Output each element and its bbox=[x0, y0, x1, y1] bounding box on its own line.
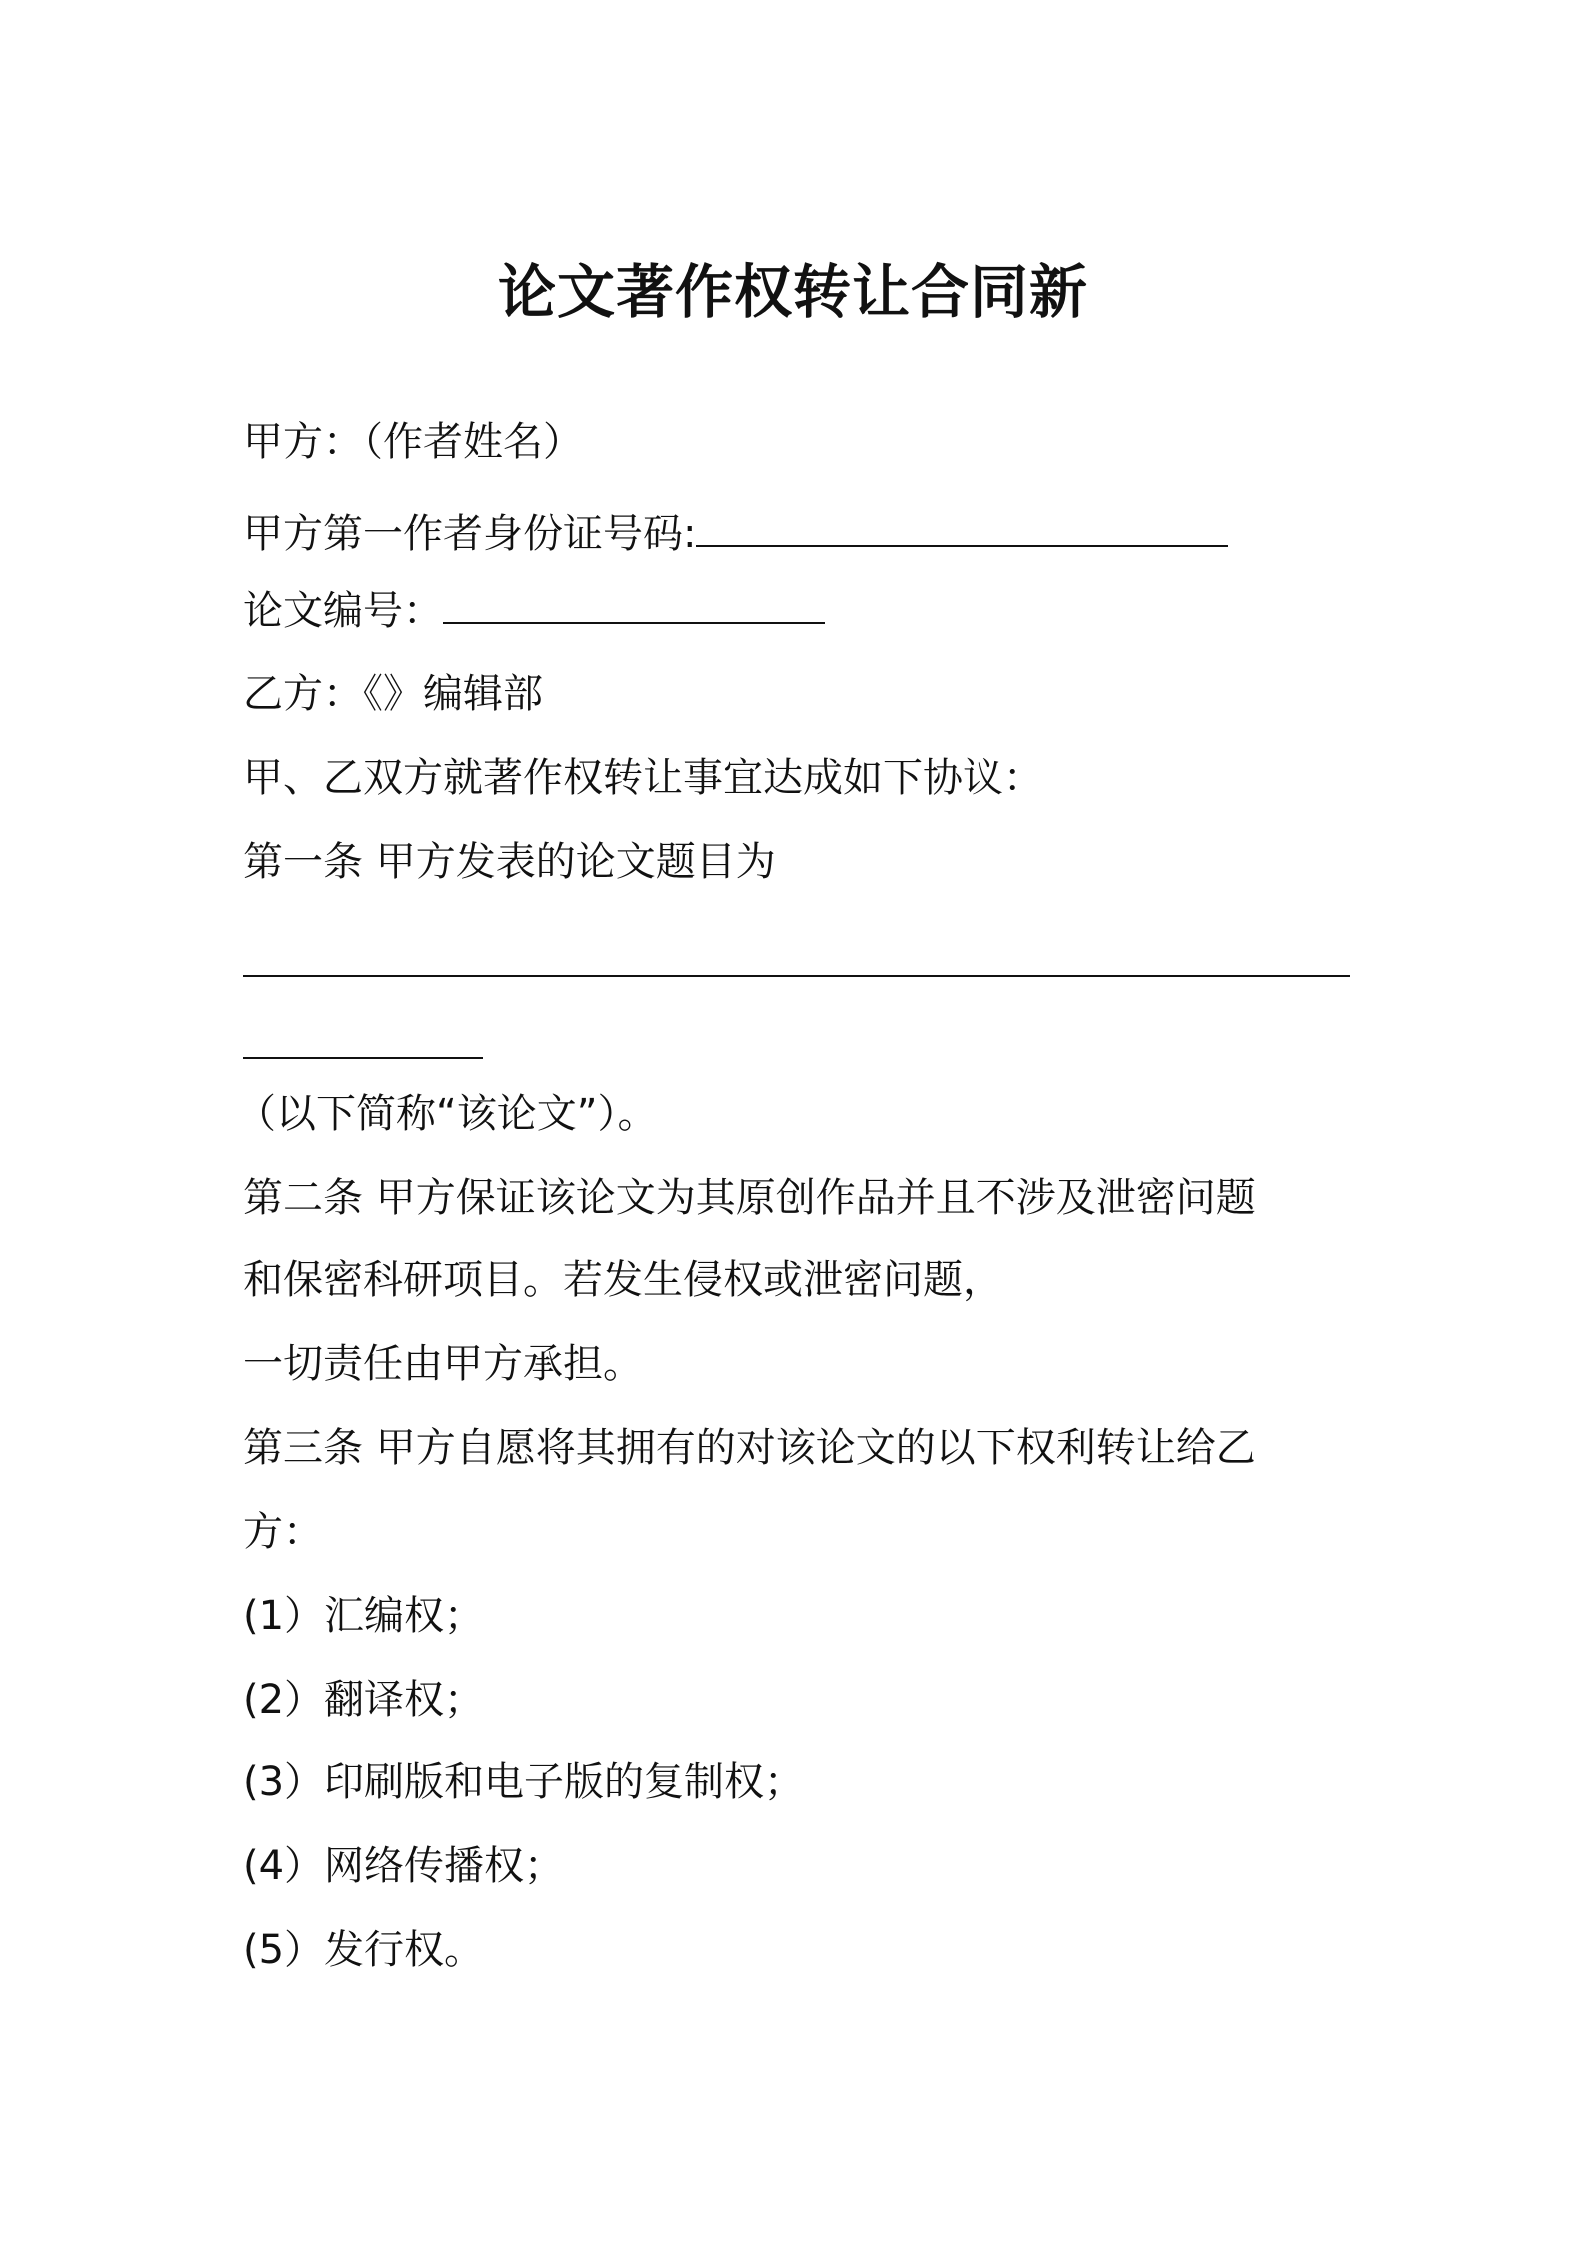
paper-title-blank-2[interactable] bbox=[243, 1057, 483, 1059]
article-1-line-1: 第一条 甲方发表的论文题目为 bbox=[243, 839, 776, 885]
party-b-line: 乙方：《》编辑部 bbox=[243, 671, 543, 717]
paper-number-blank[interactable] bbox=[443, 586, 825, 624]
paper-number-label: 论文编号： bbox=[243, 588, 443, 634]
article-2-line-3: 一切责任由甲方承担。 bbox=[243, 1341, 643, 1387]
right-item-5: (5）发行权。 bbox=[243, 1927, 485, 1973]
document-title: 论文著作权转让合同新 bbox=[497, 258, 1088, 326]
party-a-id-label: 甲方第一作者身份证号码: bbox=[243, 511, 697, 557]
party-a-id-blank[interactable] bbox=[696, 509, 1228, 547]
right-item-2: (2）翻译权； bbox=[243, 1677, 485, 1723]
article-2-line-1: 第二条 甲方保证该论文为其原创作品并且不涉及泄密问题 bbox=[243, 1175, 1256, 1221]
article-3-line-2: 方： bbox=[243, 1509, 323, 1555]
right-item-3: (3）印刷版和电子版的复制权； bbox=[243, 1759, 805, 1805]
article-1-note: （以下简称“该论文”）。 bbox=[236, 1091, 658, 1137]
article-2-line-2: 和保密科研项目。若发生侵权或泄密问题， bbox=[243, 1257, 1003, 1303]
paper-title-blank-1[interactable] bbox=[243, 975, 1350, 977]
agreement-intro: 甲、乙双方就著作权转让事宜达成如下协议： bbox=[243, 755, 1043, 801]
party-a-line: 甲方：（作者姓名） bbox=[243, 419, 583, 465]
paper-number-line bbox=[243, 583, 825, 639]
party-a-id-line bbox=[243, 506, 1228, 562]
right-item-4: (4）网络传播权； bbox=[243, 1843, 565, 1889]
article-3-line-1: 第三条 甲方自愿将其拥有的对该论文的以下权利转让给乙 bbox=[243, 1425, 1256, 1471]
right-item-1: (1）汇编权； bbox=[243, 1593, 485, 1639]
